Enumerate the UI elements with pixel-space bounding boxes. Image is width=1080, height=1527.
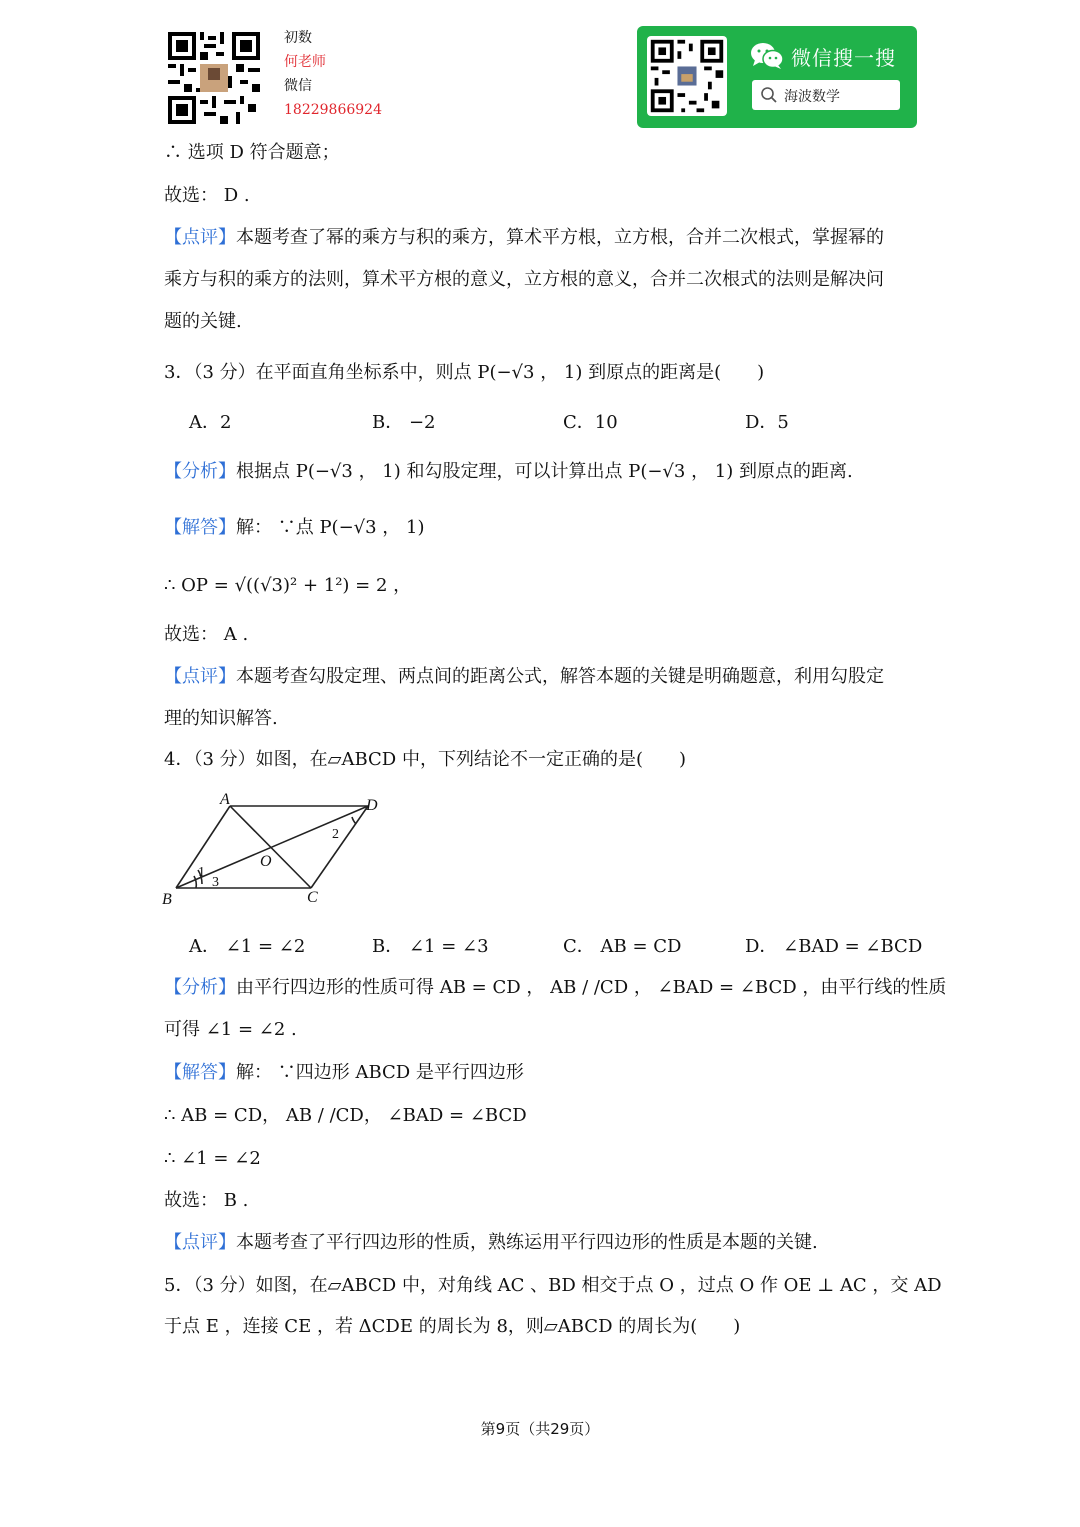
solution-text: 解： ∵点 P(−√3 ， 1) (236, 517, 425, 538)
question-3-option-d: D．5 (745, 412, 789, 433)
comment-text: 本题考查了平行四边形的性质，熟练运用平行四边形的性质是本题的关键. (236, 1232, 818, 1253)
wechat-search-title: 微信搜一搜 (791, 46, 896, 70)
wechat-logo-icon (750, 42, 784, 74)
solution-step-1: ∴ AB = CD， AB / /CD， ∠BAD = ∠BCD (164, 1105, 527, 1126)
solution-text: 解： ∵四边形 ABCD 是平行四边形 (236, 1062, 524, 1083)
question-4-option-d: D． ∠BAD = ∠BCD (745, 936, 923, 957)
vertex-label-a: A (220, 791, 230, 808)
question-3-answer: 故选： A . (164, 624, 249, 645)
analysis-tag: 【分析】 (164, 977, 236, 998)
search-icon (760, 86, 778, 108)
header-label-subject: 初数 (284, 30, 312, 46)
solution-tag: 【解答】 (164, 1062, 236, 1083)
comment-text: 本题考查了幂的乘方与积的乘方，算术平方根，立方根，合并二次根式，掌握幂的 (236, 227, 884, 248)
question-4-option-b: B． ∠1 = ∠3 (372, 936, 489, 957)
vertex-label-b: B (162, 891, 172, 908)
analysis-text: 根据点 P(−√3 ， 1) 和勾股定理，可以计算出点 P(−√3 ， 1) 到原点的距离. (236, 461, 853, 482)
question-3-analysis (164, 459, 853, 485)
question-4-stem: 4．（3 分）如图，在▱ABCD 中，下列结论不一定正确的是( ) (164, 749, 686, 770)
question-4-option-c: C． AB = CD (563, 936, 682, 957)
question-4-comment (164, 1230, 818, 1256)
comment-tag: 【点评】 (164, 1232, 236, 1253)
text-line: 乘方与积的乘方的法则，算术平方根的意义，立方根的意义，合并二次根式的法则是解决问 (164, 269, 884, 290)
header-phone-number: 18229866924 (284, 102, 382, 118)
analysis-tag: 【分析】 (164, 461, 236, 482)
text-line: 理的知识解答. (164, 708, 278, 729)
question-4-analysis (164, 975, 946, 1001)
header-label-teacher: 何老师 (284, 54, 326, 70)
text-line: 题的关键. (164, 311, 242, 332)
wechat-search-query: 海波数学 (784, 89, 840, 105)
question-4-option-a: A． ∠1 = ∠2 (189, 936, 306, 957)
question-3-solution (164, 515, 425, 541)
question-3-comment (164, 664, 884, 690)
solution-step-2: ∴ ∠1 = ∠2 (164, 1148, 261, 1169)
wechat-search-box[interactable] (752, 80, 900, 110)
question-4-solution (164, 1060, 524, 1086)
question-3-option-b: B． −2 (372, 412, 436, 433)
wechat-qr-code (647, 36, 727, 116)
text-line-answer-prev: 故选： D . (164, 185, 250, 206)
question-5-stem-line-2: 于点 E ，连接 CE ，若 ΔCDE 的周长为 8，则▱ABCD 的周长为( ) (164, 1316, 741, 1337)
page-footer: 第9页（共29页） (480, 1420, 600, 1438)
question-5-stem-line-1: 5．（3 分）如图，在▱ABCD 中，对角线 AC 、BD 相交于点 O ，过点 O 作 OE ⊥ AC ，交 AD (164, 1275, 942, 1296)
text-line-conclusion: ∴ 选项 D 符合题意； (164, 142, 340, 163)
analysis-text: 由平行四边形的性质可得 AB = CD ， AB / /CD ， ∠BAD = ∠BCD ，由平行线的性质 (236, 977, 947, 998)
vertex-label-c: C (307, 889, 318, 906)
center-label-o: O (260, 853, 272, 870)
angle-label-2: 2 (332, 827, 339, 842)
qr-code-teacher (168, 32, 260, 124)
wechat-search-banner[interactable] (637, 26, 917, 128)
comment-tag: 【点评】 (164, 666, 236, 687)
question-3-stem: 3．（3 分）在平面直角坐标系中，则点 P(−√3 ， 1) 到原点的距离是( ) (164, 362, 765, 383)
question-4-answer: 故选： B . (164, 1190, 249, 1211)
text-line: 可得 ∠1 = ∠2 . (164, 1019, 297, 1040)
comment-tag: 【点评】 (164, 227, 236, 248)
question-3-option-c: C．10 (563, 412, 618, 433)
comment-text: 本题考查勾股定理、两点间的距离公式，解答本题的关键是明确题意，利用勾股定 (236, 666, 884, 687)
angle-label-1: 1 (198, 865, 205, 880)
comment-paragraph-prev (164, 225, 884, 251)
parallelogram-figure (160, 790, 390, 916)
header-label-wechat: 微信 (284, 78, 312, 94)
angle-label-3: 3 (212, 875, 219, 890)
question-3-option-a: A．2 (189, 412, 232, 433)
vertex-label-d: D (366, 797, 378, 814)
solution-tag: 【解答】 (164, 517, 236, 538)
question-3-formula: ∴ OP = √((√3)² + 1²) = 2 ， (164, 575, 412, 596)
